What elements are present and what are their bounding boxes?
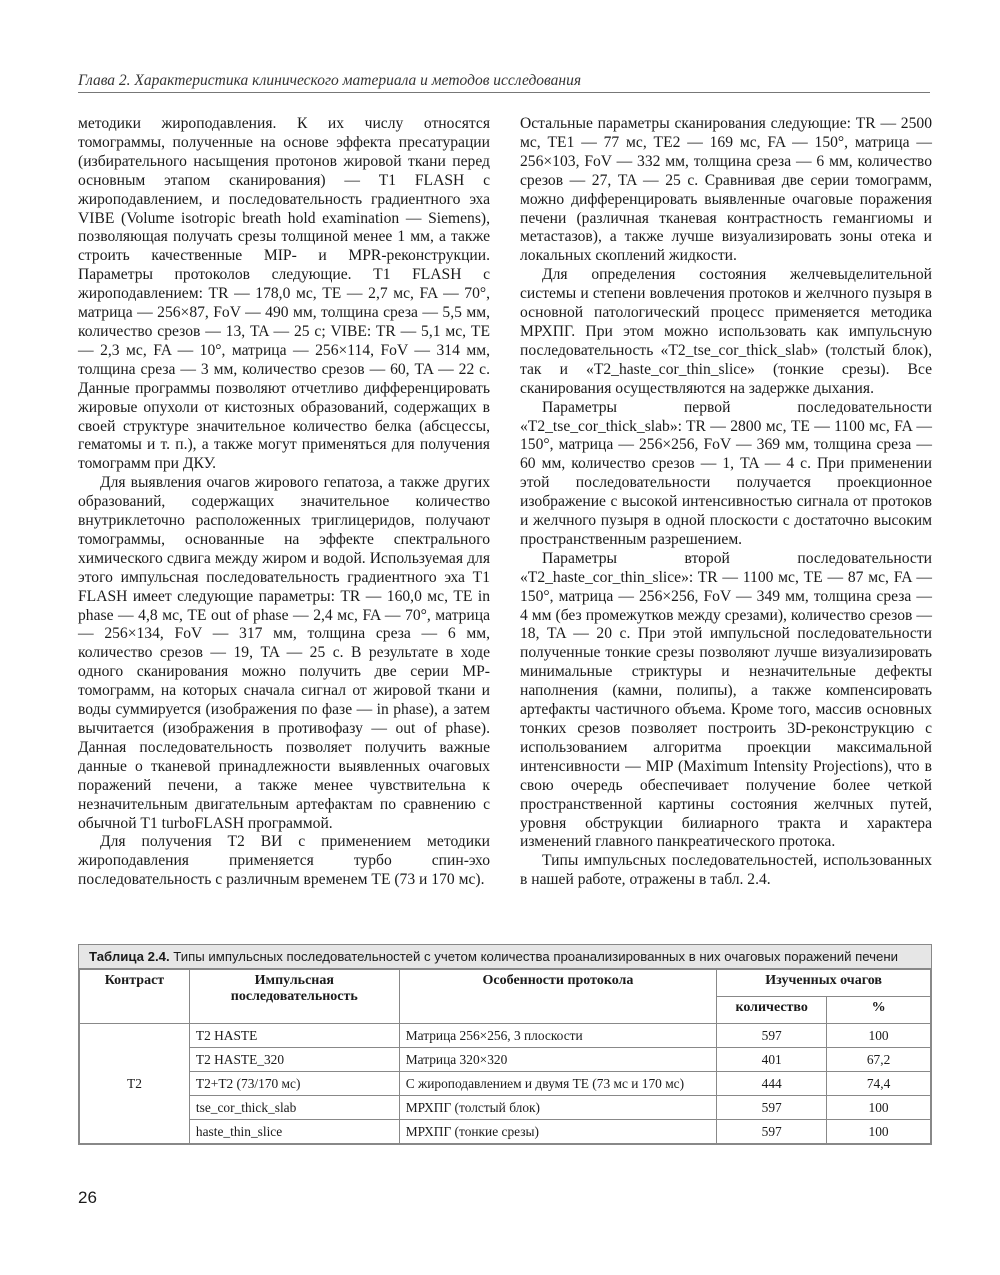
header-protocol: Особенности протокола <box>399 970 716 1024</box>
protocol-cell: МРХПГ (толстый блок) <box>399 1096 716 1120</box>
count-cell: 597 <box>717 1024 827 1048</box>
table-caption-text: Типы импульсных последовательностей с учетом количества проанализированных в них очаговых поражений печени <box>173 949 899 964</box>
running-header: Глава 2. Характеристика клинического материала и методов исследования <box>78 72 930 93</box>
table-row <box>80 1048 931 1072</box>
sequence-cell: T2 HASTE_320 <box>189 1048 399 1072</box>
protocol-cell: Матрица 256×256, 3 плоскости <box>399 1024 716 1048</box>
body-paragraph: Параметры первой последовательности «T2_tse_cor_thick_slab»: TR — 2800 мс, TE — 1100 мс, FA — 150°, матрица — 256×256, FoV — 369 мм, толщина среза — 60 мм, количество срезов — 1, TA — 4 с. При применении этой последовательности получается проекционное изображение с высокой интенсивностью сигнала от протоков и желчного пузыря в одной плоскости с достаточно высоким пространственным разрешением. <box>520 398 932 548</box>
sequence-table <box>79 969 931 1144</box>
table-row <box>80 1096 931 1120</box>
table-caption <box>79 945 931 969</box>
protocol-cell: МРХПГ (тонкие срезы) <box>399 1120 716 1144</box>
sequence-cell: T2 HASTE <box>189 1024 399 1048</box>
header-count: количество <box>717 997 827 1024</box>
left-column <box>78 115 490 890</box>
percent-cell: 100 <box>827 1096 931 1120</box>
protocol-cell: С жироподавлением и двумя TE (73 мс и 170 мс) <box>399 1072 716 1096</box>
count-cell: 401 <box>717 1048 827 1072</box>
body-paragraph: методики жироподавления. К их числу относятся томограммы, полученные на основе эффекта пресатурации (избирательного насыщения протонов жировой ткани перед основным этапом сканирования) — T1 FLASH с жироподавлением, и последовательность градиентного эха VIBE (Volume isotropic breath hold examination — Siemens), позволяющая получать срезы толщиной менее 1 мм, а также строить качественные MIP- и MPR-реконструкции. Параметры протоколов следующие. T1 FLASH с жироподавлением: TR — 178,0 мс, TE — 2,7 мс, FA — 70°, матрица — 256×87, FoV — 490 мм, толщина среза — 5,5 мм, количество срезов — 13, TA — 25 с; VIBE: TR — 5,1 мс, TE — 2,3 мс, FA — 10°, матрица — 256×114, FoV — 314 мм, толщина среза — 3 мм, количество срезов — 60, TA — 22 с. Данные программы позволяют отчетливо дифференцировать жировые опухоли от кистозных образований, содержащих в своей структуре значительное количество белка (абсцессы, гематомы и т. п.), а также могут применяться для получения томограмм при ДКУ. <box>78 115 490 473</box>
table-2-4 <box>78 944 932 1145</box>
percent-cell: 74,4 <box>827 1072 931 1096</box>
contrast-cell: T2 <box>80 1024 190 1144</box>
body-paragraph: Для определения состояния желчевыделительной системы и степени вовлечения протоков и желчного пузыря в основной патологический процесс применяется методика МРХПГ. При этом можно использовать как импульсную последовательность «T2_tse_cor_thick_slab» (толстый блок), так и «T2_haste_cor_thin_slice» (тонкие срезы). Все сканирования осуществляются на задержке дыхания. <box>520 266 932 397</box>
sequence-cell: T2+T2 (73/170 мс) <box>189 1072 399 1096</box>
body-paragraph: Остальные параметры сканирования следующие: TR — 2500 мс, TE1 — 77 мс, TE2 — 169 мс, FA — 150°, матрица — 256×103, FoV — 332 мм, толщина среза — 6 мм, количество срезов — 27, TA — 25 с. Сравнивая две серии томограмм, можно дифференцировать выявленные очаговые поражения печени (различная тканевая контрастность гемангиомы и метастазов), а также лучше визуализировать зоны отека и локальных скоплений жидкости. <box>520 115 932 265</box>
header-contrast: Контраст <box>80 970 190 1024</box>
count-cell: 597 <box>717 1120 827 1144</box>
body-paragraph: Параметры второй последовательности «T2_haste_cor_thin_slice»: TR — 1100 мс, TE — 87 мс, FA — 150°, матрица — 256×256, FoV — 349 мм, толщина среза — 4 мм (без промежутков между срезами), количество срезов — 18, TA — 20 с. При этой импульсной последовательности полученные тонкие срезы позволяют лучше визуализировать минимальные стриктуры и незначительные дефекты наполнения (камни, полипы), а также компенсировать артефакты частичного объема. Кроме того, массив основных тонких срезов позволяет построить 3D-реконструкцию с использованием алгоритма проекции максимальной интенсивности — MIP (Maximum Intensity Projections), что в свою очередь обеспечивает получение более четкой пространственной картины состояния желчных путей, уровня обструкции билиарного тракта и характера изменений главного панкреатического протока. <box>520 549 932 851</box>
count-cell: 444 <box>717 1072 827 1096</box>
protocol-cell: Матрица 320×320 <box>399 1048 716 1072</box>
header-studied: Изученных очагов <box>717 970 931 997</box>
percent-cell: 67,2 <box>827 1048 931 1072</box>
page-number: 26 <box>78 1188 97 1207</box>
header-percent: % <box>827 997 931 1024</box>
sequence-cell: tse_cor_thick_slab <box>189 1096 399 1120</box>
table-row <box>80 1072 931 1096</box>
body-paragraph: Типы импульсных последовательностей, использованных в нашей работе, отражены в табл. 2.4. <box>520 852 932 889</box>
body-paragraph: Для получения T2 ВИ с применением методики жироподавления применяется турбо спин-эхо последовательность с различным временем TE (73 и 170 мс). <box>78 833 490 889</box>
sequence-cell: haste_thin_slice <box>189 1120 399 1144</box>
table-row <box>80 1120 931 1144</box>
percent-cell: 100 <box>827 1120 931 1144</box>
header-sequence: Импульсная последовательность <box>189 970 399 1024</box>
percent-cell: 100 <box>827 1024 931 1048</box>
right-column <box>520 115 932 890</box>
table-row <box>80 1024 931 1048</box>
table-header-row <box>80 970 931 997</box>
count-cell: 597 <box>717 1096 827 1120</box>
body-paragraph: Для выявления очагов жирового гепатоза, а также других образований, содержащих значительное количество внутриклеточно расположенных триглицеридов, получают томограммы, основанные на эффекте спектрального химического сдвига между жиром и водой. Используемая для этого импульсная последовательность градиентного эха T1 FLASH имеет следующие параметры: TR — 160,0 мс, TE in phase — 4,8 мс, TE out of phase — 2,4 мс, FA — 70°, матрица — 256×134, FoV — 317 мм, толщина среза — 6 мм, количество срезов — 19, TA — 25 с. В результате в ходе одного сканирования можно получить две серии МР-томограмм, на которых сначала сигнал от жировой ткани и воды суммируется (изображения по фазе — in phase), а затем вычитается (изображения в противофазу — out of phase). Данная последовательность позволяет получить важные данные о тканевой принадлежности выявленных очаговых поражений печени, а также менее чувствительна к незначительным двигательным артефактам по сравнению с обычной T1 turboFLASH программой. <box>78 474 490 832</box>
table-caption-label: Таблица 2.4. <box>89 949 170 964</box>
